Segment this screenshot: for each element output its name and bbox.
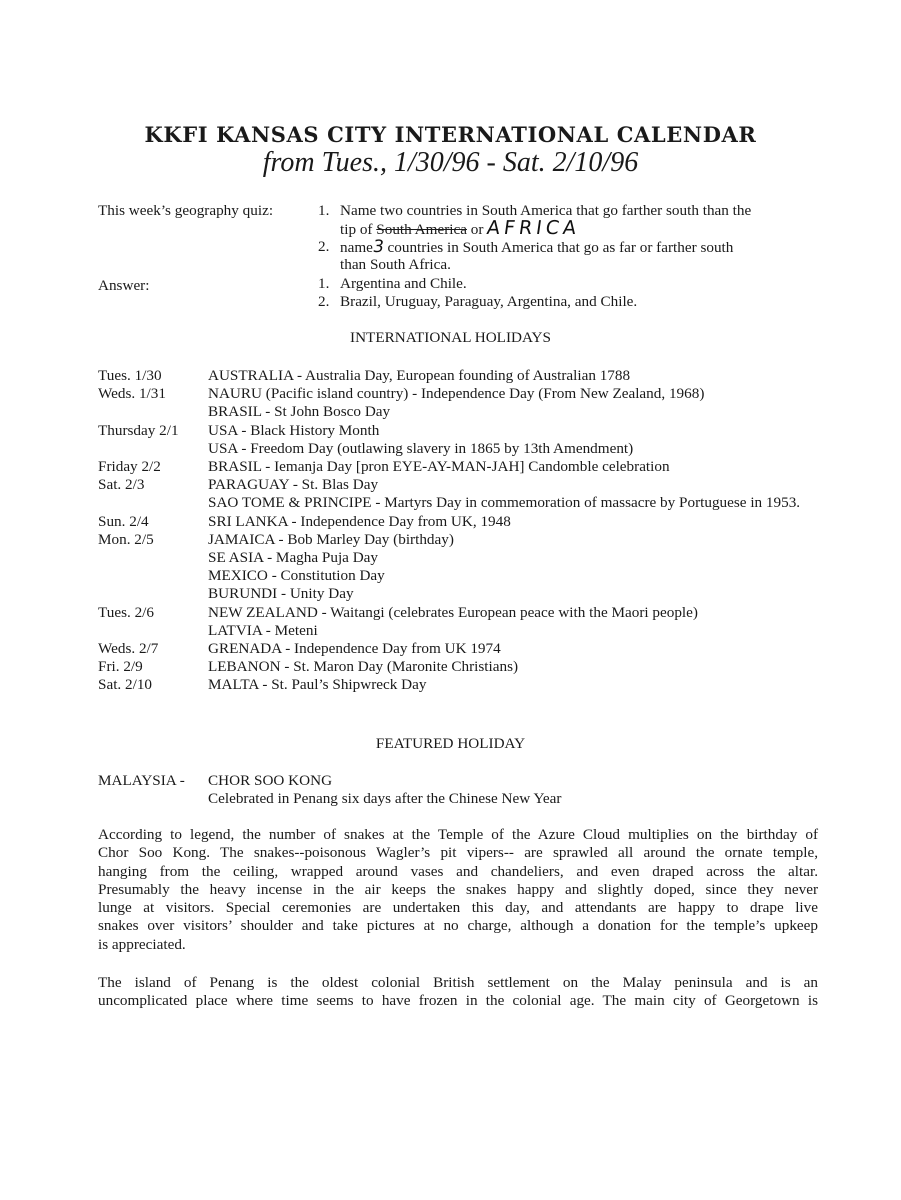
- answer-1-text: Argentina and Chile.: [340, 275, 467, 292]
- holiday-description: BURUNDI - Unity Day: [208, 585, 354, 603]
- holiday-row: [98, 440, 818, 458]
- quiz-q1-prefix: tip of: [340, 221, 373, 238]
- quiz-q2-handwritten-number: 3: [371, 237, 386, 257]
- holiday-description: GRENADA - Independence Day from UK 1974: [208, 640, 501, 658]
- holidays-heading: INTERNATIONAL HOLIDAYS: [350, 329, 551, 346]
- holiday-description: JAMAICA - Bob Marley Day (birthday): [208, 530, 454, 548]
- quiz-q2-number: 2.: [318, 238, 330, 255]
- holidays-list: [98, 367, 818, 695]
- holiday-date: Sat. 2/3: [98, 476, 145, 494]
- featured-holiday-note: Celebrated in Penang six days after the Chinese New Year: [208, 790, 562, 807]
- holiday-description: SRI LANKA - Independence Day from UK, 1948: [208, 512, 511, 530]
- holiday-description: PARAGUAY - St. Blas Day: [208, 476, 379, 494]
- holiday-date: Friday 2/2: [98, 458, 161, 476]
- holiday-date: Weds. 2/7: [98, 640, 159, 658]
- holiday-row: [98, 476, 818, 494]
- holiday-description: BRASIL - Iemanja Day [pron EYE-AY-MAN-JAH] Candomble celebration: [208, 458, 670, 476]
- paragraph-line: snakes over visitors’ shoulder and take pictures at no charge, although a donation for the temple’s upkeep: [98, 917, 818, 935]
- document-subtitle: from Tues., 1/30/96 - Sat. 2/10/96: [262, 147, 639, 178]
- holiday-date: [98, 567, 208, 585]
- holiday-row: [98, 494, 818, 512]
- holiday-date: [98, 622, 208, 640]
- quiz-q1-text: Name two countries in South America that go farther south than the: [340, 202, 752, 219]
- quiz-q2-line: [340, 238, 733, 257]
- featured-holiday-name: CHOR SOO KONG: [208, 772, 333, 789]
- holiday-row: [98, 458, 818, 476]
- holiday-date: [98, 440, 208, 458]
- holiday-description: SAO TOME & PRINCIPE - Martyrs Day in commemoration of massacre by Portuguese in 1953.: [208, 494, 801, 512]
- holiday-date: Mon. 2/5: [98, 530, 154, 548]
- paragraph-line: hanging from the ceiling, wrapped around vases and chandeliers, and even draped across the altar.: [98, 862, 818, 880]
- answer-2-text: Brazil, Uruguay, Paraguay, Argentina, and Chile.: [340, 293, 638, 310]
- holiday-row: [98, 403, 818, 421]
- quiz-q1-struck-text: South America: [376, 221, 467, 238]
- holiday-date: [98, 549, 208, 567]
- holiday-row: [98, 513, 818, 531]
- quiz-q1-number: 1.: [318, 202, 330, 219]
- paragraph-line: Chor Soo Kong. The snakes--poisonous Wagler’s pit vipers-- are sprawled all around the ornate temple,: [98, 844, 818, 862]
- answer-1-number: 1.: [318, 275, 330, 292]
- paragraph-line: Presumably the heavy incense in the air keeps the snakes happy and slightly doped, since they never: [98, 880, 818, 898]
- holiday-row: [98, 640, 818, 658]
- holiday-date: [98, 585, 208, 603]
- holiday-description: MEXICO - Constitution Day: [208, 567, 385, 585]
- quiz-q1-or: or: [470, 221, 484, 238]
- holiday-date: Weds. 1/31: [98, 385, 166, 403]
- holiday-row: [98, 531, 818, 549]
- holiday-description: USA - Black History Month: [208, 421, 380, 439]
- paragraph-line: According to legend, the number of snakes at the Temple of the Azure Cloud multiplies on the birthday of: [98, 826, 818, 843]
- featured-paragraph-1: [98, 826, 818, 954]
- holiday-row: [98, 676, 818, 694]
- holiday-description: SE ASIA - Magha Puja Day: [208, 549, 379, 567]
- holiday-row: [98, 385, 818, 403]
- holiday-date: Sun. 2/4: [98, 512, 149, 530]
- holiday-date: [98, 403, 208, 421]
- document-title: KKFI KANSAS CITY INTERNATIONAL CALENDAR: [144, 122, 757, 147]
- holiday-date: [98, 494, 208, 512]
- answer-2-number: 2.: [318, 293, 330, 310]
- holiday-row: [98, 585, 818, 603]
- holiday-date: Tues. 2/6: [98, 603, 154, 621]
- featured-heading: FEATURED HOLIDAY: [375, 735, 526, 752]
- paragraph-line: lunge at visitors. Special ceremonies are undertaken this day, and attendants are happy to drape live: [98, 899, 818, 917]
- holiday-description: LATVIA - Meteni: [208, 621, 318, 639]
- holiday-row: [98, 422, 818, 440]
- quiz-q1-handwritten-correction: AFRICA: [485, 217, 582, 239]
- holiday-row: [98, 658, 818, 676]
- paragraph-line: is appreciated.: [98, 935, 186, 953]
- holiday-row: [98, 549, 818, 567]
- holiday-description: MALTA - St. Paul’s Shipwreck Day: [208, 676, 427, 694]
- paragraph-line: The island of Penang is the oldest colonial British settlement on the Malay peninsula and is an: [98, 974, 818, 991]
- holiday-row: [98, 622, 818, 640]
- holiday-description: NAURU (Pacific island country) - Independence Day (From New Zealand, 1968): [208, 385, 705, 403]
- holiday-row: [98, 604, 818, 622]
- holiday-row: [98, 367, 818, 385]
- quiz-q1-continuation: [340, 219, 580, 239]
- quiz-label: This week’s geography quiz:: [98, 202, 274, 219]
- featured-country: MALAYSIA -: [98, 772, 185, 789]
- holiday-date: Thursday 2/1: [98, 421, 179, 439]
- holiday-description: USA - Freedom Day (outlawing slavery in 1865 by 13th Amendment): [208, 439, 634, 457]
- holiday-row: [98, 567, 818, 585]
- quiz-q2-prefix: name: [340, 239, 373, 256]
- holiday-date: Tues. 1/30: [98, 367, 162, 384]
- featured-holiday-line: [98, 772, 332, 790]
- quiz-q2-continuation: than South Africa.: [340, 256, 451, 273]
- featured-paragraph-2: [98, 974, 818, 1011]
- holiday-description: BRASIL - St John Bosco Day: [208, 403, 391, 421]
- holiday-description: AUSTRALIA - Australia Day, European founding of Australian 1788: [208, 367, 631, 384]
- holiday-description: LEBANON - St. Maron Day (Maronite Christians): [208, 658, 519, 676]
- holiday-date: Sat. 2/10: [98, 676, 153, 694]
- holiday-description: NEW ZEALAND - Waitangi (celebrates European peace with the Maori people): [208, 603, 698, 621]
- quiz-q2-text: countries in South America that go as far or farther south: [387, 239, 734, 256]
- answer-label: Answer:: [98, 277, 150, 294]
- holiday-date: Fri. 2/9: [98, 658, 143, 676]
- paragraph-line: uncomplicated place where time seems to have frozen in the colonial age. The main city of Georgetown is: [98, 992, 818, 1010]
